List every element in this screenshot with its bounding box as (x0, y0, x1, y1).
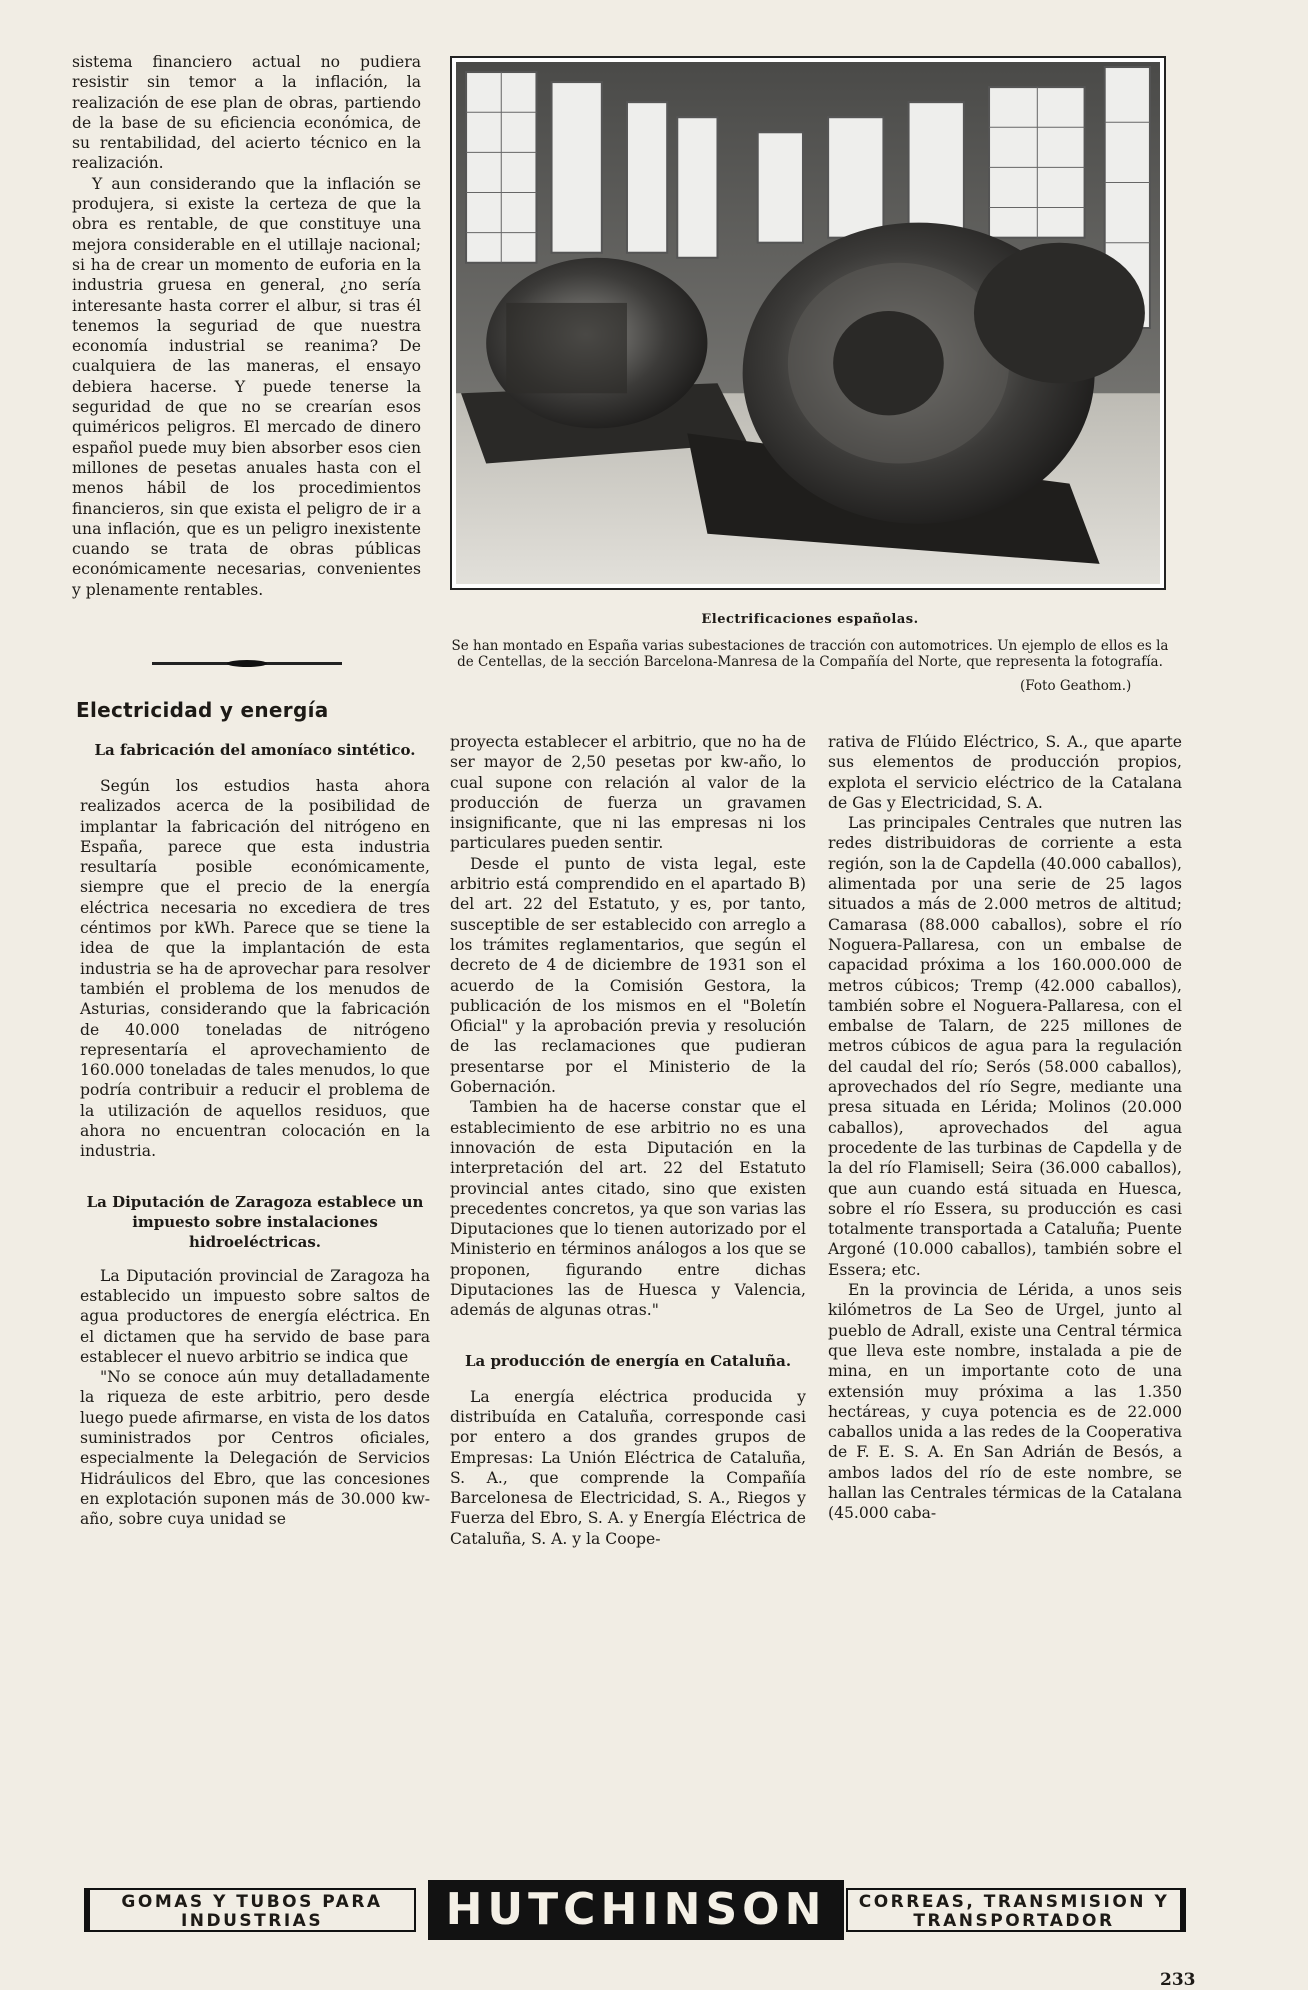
ad-left-box: GOMAS Y TUBOS PARA INDUSTRIAS (84, 1888, 416, 1932)
paragraph: Desde el punto de vista legal, este arbitrio está comprendido en el apartado B) del art. 22 del Estatuto, y es, por tanto, susceptible de ser establecido con arreglo a los trámites reglamentarios, que según el decreto de 4 de diciembre de 1931 son el acuerdo de la Comisión Gestora, la publicación de los mismos en el "Boletín Oficial" y la aprobación previa y resolución de las reclamaciones que pudieran presentarse por el Ministerio de la Gobernación. (450, 854, 806, 1097)
column-2 (450, 732, 806, 1549)
ad-brand-logo: HUTCHINSON (428, 1880, 844, 1940)
paragraph: Tambien ha de hacerse constar que el establecimiento de ese arbitrio no es una innovación de esta Diputación en la interpretación del art. 22 del Estatuto provincial antes citado, sino que existen precedentes concretos, ya que son varias las Diputaciones que lo tienen autorizado por el Ministerio en términos análogos a los que se proponen, figurando entre dichas Diputaciones las de Huesca y Valencia, además de algunas otras." (450, 1098, 806, 1320)
photo-credit: (Foto Geathom.) (1020, 678, 1132, 694)
column-3 (828, 732, 1182, 1524)
column-1-top (72, 52, 421, 600)
paragraph: La energía eléctrica producida y distribuída en Cataluña, corresponde casi por entero a dos grandes grupos de Empresas: La Unión Eléctrica de Cataluña, S. A., que comprende la Compañía Barcelonesa de Electricidad, S. A., Riegos y Fuerza del Ebro, S. A. y Energía Eléctrica de Cataluña, S. A. y la Coope- (450, 1387, 806, 1548)
article-heading: La fabricación del amoníaco sintético. (94, 741, 416, 759)
paragraph: proyecta establecer el arbitrio, que no ha de ser mayor de 2,50 pesetas por kw-año, lo cual supone con relación al valor de la producción de fuerza un gravamen insignificante, que ni las empresas ni los particulares pueden sentir. (450, 733, 806, 853)
paragraph: La Diputación provincial de Zaragoza ha establecido un impuesto sobre saltos de agua productores de energía eléctrica. En el dictamen que ha servido de base para establecer el nuevo arbitrio se indica que (80, 1266, 430, 1366)
paragraph: rativa de Flúido Eléctrico, S. A., que aparte sus elementos de producción propios, explota el servicio eléctrico de la Catalana de Gas y Electricidad, S. A. (828, 733, 1182, 812)
substation-photo (456, 62, 1160, 584)
paragraph: "No se conoce aún muy detalladamente la riqueza de este arbitrio, pero desde luego puede afirmarse, en vista de los datos suministrados por Centros oficiales, especialmente la Delegación de Servicios Hidráulicos del Ebro, que las concesiones en explotación suponen más de 30.000 kw-año, sobre cuya unidad se (80, 1368, 430, 1529)
paragraph: Las principales Centrales que nutren las redes distribuidoras de corriente a esta región, son la de Capdella (40.000 caballos), alimentada por una serie de 25 lagos situados a más de 2.000 metros de altitud; Camarasa (88.000 caballos), sobre el río Noguera-Pallaresa, con un embalse de capacidad próxima a los 160.000.000 de metros cúbicos; Tremp (42.000 caballos), también sobre el Noguera-Pallaresa, con el embalse de Talarn, de 225 millones de metros cúbicos de agua para la regulación del caudal del río; Serós (58.000 caballos), aprovechados del río Segre, mediante una presa situada en Lérida; Molinos (20.000 caballos), aprovechados del agua procedente de las turbinas de Capdella y de la del río Flamisell; Seira (36.000 caballos), que aun cuando está situada en Huesca, sobre el río Essera, su producción es casi totalmente transportada a Cataluña; Puente Argoné (10.000 caballos), también sobre el Essera; etc. (828, 814, 1182, 1279)
article-heading: La producción de energía en Cataluña. (464, 1351, 792, 1370)
paragraph: Y aun considerando que la inflación se produjera, si existe la certeza de que la obra es rentable, de que constituye una mejora considerable en el utillaje nacional; si ha de crear un momento de euforia en la industria gruesa en general, ¿no sería interesante hasta correr el albur, si tras él tenemos la seguriad de que nuestra economía industrial se reanima? De cualquiera de las maneras, el ensayo debiera hacerse. Y puede tenerse la seguridad de que no se crearían esos quiméricos peligros. El mercado de dinero español puede muy bien absorber esos cien millones de pesetas anuales hasta con el menos hábil de los procedimientos financieros, sin que exista el peligro de ir a una inflación, que es un peligro inexistente cuando se trata de obras públicas económicamente necesarias, convenientes y plenamente rentables. (72, 174, 421, 599)
paragraph: sistema financiero actual no pudiera resistir sin temor a la inflación, la realización de ese plan de obras, partiendo de la base de su eficiencia económica, de su rentabilidad, del acierto técnico en la realización. (72, 53, 421, 173)
photo-caption-title: Electrificaciones españolas. (701, 612, 919, 627)
photo-frame (450, 56, 1166, 590)
paragraph: En la provincia de Lérida, a unos seis kilómetros de La Seo de Urgel, junto al pueblo de Adrall, existe una Central térmica que lleva este nombre, instalada a pie de mina, en un importante coto de una extensión muy próxima a las 1.350 hectáreas, y cuya potencia es de 22.000 caballos unida a las redes de la Cooperativa de F. E. S. A. En San Adrián de Besós, a ambos lados del río de este nombre, se hallan las Centrales térmicas de la Catalana (45.000 caba- (828, 1281, 1182, 1523)
column-1-bottom (80, 740, 430, 1530)
photo-caption-text: Se han montado en España varias subestaciones de tracción con automotrices. Un ejemplo de ellos es la de Centellas, de la sección Barcelona-Manresa de la Compañía del Norte, que representa la fotografía. (451, 638, 1169, 670)
page-number: 233 (1160, 1970, 1196, 1990)
section-title: Electricidad y energía (76, 698, 329, 722)
article-heading: La Diputación de Zaragoza establece un impuesto sobre instalaciones hidroeléctricas. (86, 1192, 424, 1251)
paragraph: Según los estudios hasta ahora realizados acerca de la posibilidad de implantar la fabricación del nitrógeno en España, parece que esta industria resultaría posible económicamente, siempre que el precio de la energía eléctrica necesaria no excediera de tres céntimos por kWh. Parece que se tiene la idea de que la implantación de esta industria se ha de aprovechar para resolver también el problema de los menudos de Asturias, considerando que la fabricación de 40.000 toneladas de nitrógeno representaría el aprovechamiento de 160.000 toneladas de tales menudos, lo que podría contribuir a reducir el problema de la utilización de aquellos residuos, que ahora no encuentran colocación en la industria. (80, 777, 430, 1161)
ad-right-box: CORREAS, TRANSMISION Y TRANSPORTADOR (846, 1888, 1186, 1932)
section-divider (152, 662, 342, 665)
